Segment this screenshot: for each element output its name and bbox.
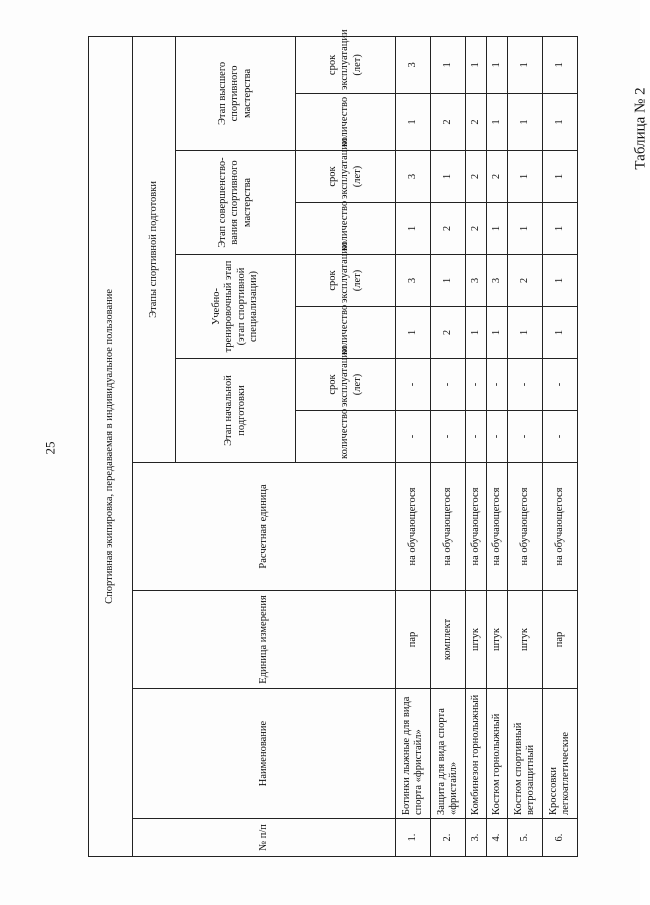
row-value: -: [542, 411, 577, 463]
row-value: 1: [431, 151, 466, 203]
header-name: Наименование: [132, 689, 396, 819]
subheader-qty: количество: [296, 307, 396, 359]
subheader-term: срок эксплуатации (лет): [296, 151, 396, 203]
row-value: 1: [396, 307, 431, 359]
row-num: 5.: [507, 819, 542, 857]
row-calc-unit: на обучающегося: [507, 463, 542, 591]
row-value: 1: [542, 255, 577, 307]
row-value: 1: [542, 36, 577, 93]
subheader-term: срок эксплуатации (лет): [296, 359, 396, 411]
row-value: 1: [431, 255, 466, 307]
row-num: 1.: [396, 819, 431, 857]
subheader-term: срок эксплуатации (лет): [296, 36, 396, 93]
row-value: 3: [396, 151, 431, 203]
row-value: 2: [466, 94, 487, 151]
row-value: 1: [431, 36, 466, 93]
header-unit: Единица измерения: [132, 591, 396, 689]
row-name: Защита для вида спорта «фристайл»: [431, 689, 466, 819]
row-calc-unit: на обучающегося: [542, 463, 577, 591]
row-value: -: [487, 359, 508, 411]
row-name: Костюм спортивный ветрозащитный: [507, 689, 542, 819]
row-value: -: [466, 411, 487, 463]
header-stage1: Этап начальной подготовки: [176, 359, 296, 463]
header-stage4: Этап высшего спортивного мастерства: [176, 36, 296, 150]
table-row: [507, 36, 542, 856]
row-value: 2: [487, 151, 508, 203]
header-stage3: Этап совершенство-вания спортивного мастерства: [176, 151, 296, 255]
row-unit: комплект: [431, 591, 466, 689]
subheader-qty: количество: [296, 94, 396, 151]
row-calc-unit: на обучающегося: [466, 463, 487, 591]
row-value: 1: [542, 307, 577, 359]
table-row: [542, 36, 577, 856]
row-value: 1: [507, 94, 542, 151]
row-value: -: [396, 411, 431, 463]
row-value: 1: [487, 36, 508, 93]
row-num: 4.: [487, 819, 508, 857]
row-value: 1: [466, 307, 487, 359]
table-caption: Спортивная экипировка, передаваемая в индивидуальное пользование: [89, 36, 133, 856]
row-value: 1: [487, 94, 508, 151]
row-value: 3: [466, 255, 487, 307]
row-name: Комбинезон горнолыжный: [466, 689, 487, 819]
row-value: 2: [507, 255, 542, 307]
table-landscape: [88, 29, 616, 857]
row-name: Кроссовки легкоатлетические: [542, 689, 577, 819]
row-calc-unit: на обучающегося: [487, 463, 508, 591]
subheader-qty: количество: [296, 203, 396, 255]
subheader-qty: количество: [296, 411, 396, 463]
header-stage2: Учебно-тренировочный этап (этап спортивной специализации): [176, 255, 296, 359]
row-value: 1: [396, 203, 431, 255]
row-value: 1: [542, 203, 577, 255]
row-value: -: [431, 411, 466, 463]
row-value: -: [507, 411, 542, 463]
row-value: 2: [431, 203, 466, 255]
table-row: [396, 36, 431, 856]
row-unit: штук: [466, 591, 487, 689]
subheader-term: срок эксплуатации (лет): [296, 255, 396, 307]
row-value: -: [431, 359, 466, 411]
row-value: 1: [487, 203, 508, 255]
row-value: 1: [542, 151, 577, 203]
row-value: 1: [507, 203, 542, 255]
row-value: -: [396, 359, 431, 411]
row-value: 1: [542, 94, 577, 151]
row-value: 2: [431, 307, 466, 359]
row-name: Костюм горнолыжный: [487, 689, 508, 819]
row-value: 1: [507, 36, 542, 93]
table-label: Таблица № 2: [632, 87, 649, 170]
row-value: 3: [487, 255, 508, 307]
row-calc-unit: на обучающегося: [431, 463, 466, 591]
row-num: 3.: [466, 819, 487, 857]
row-value: 3: [396, 255, 431, 307]
table-row: [487, 36, 508, 856]
row-value: 3: [396, 36, 431, 93]
header-stages-group: Этапы спортивной подготовки: [132, 36, 176, 462]
header-calc-unit: Расчетная единица: [132, 463, 396, 591]
row-value: 1: [507, 151, 542, 203]
row-calc-unit: на обучающегося: [396, 463, 431, 591]
row-value: 2: [431, 94, 466, 151]
row-unit: штук: [507, 591, 542, 689]
row-value: 1: [507, 307, 542, 359]
row-value: -: [507, 359, 542, 411]
header-num: № п/п: [132, 819, 396, 857]
row-value: -: [487, 411, 508, 463]
row-unit: пар: [396, 591, 431, 689]
table-row: [466, 36, 487, 856]
row-unit: штук: [487, 591, 508, 689]
table-row: [431, 36, 466, 856]
row-num: 6.: [542, 819, 577, 857]
rotated-table-area: [88, 29, 616, 857]
row-value: 2: [466, 151, 487, 203]
equipment-table: [88, 29, 578, 857]
row-value: -: [542, 359, 577, 411]
row-unit: пар: [542, 591, 577, 689]
row-value: 2: [466, 203, 487, 255]
row-value: 1: [396, 94, 431, 151]
page-number: 25: [42, 441, 58, 455]
row-name: Ботинки лыжные для вида спорта «фристайл»: [396, 689, 431, 819]
row-value: -: [466, 359, 487, 411]
row-num: 2.: [431, 819, 466, 857]
row-value: 1: [466, 36, 487, 93]
row-value: 1: [487, 307, 508, 359]
